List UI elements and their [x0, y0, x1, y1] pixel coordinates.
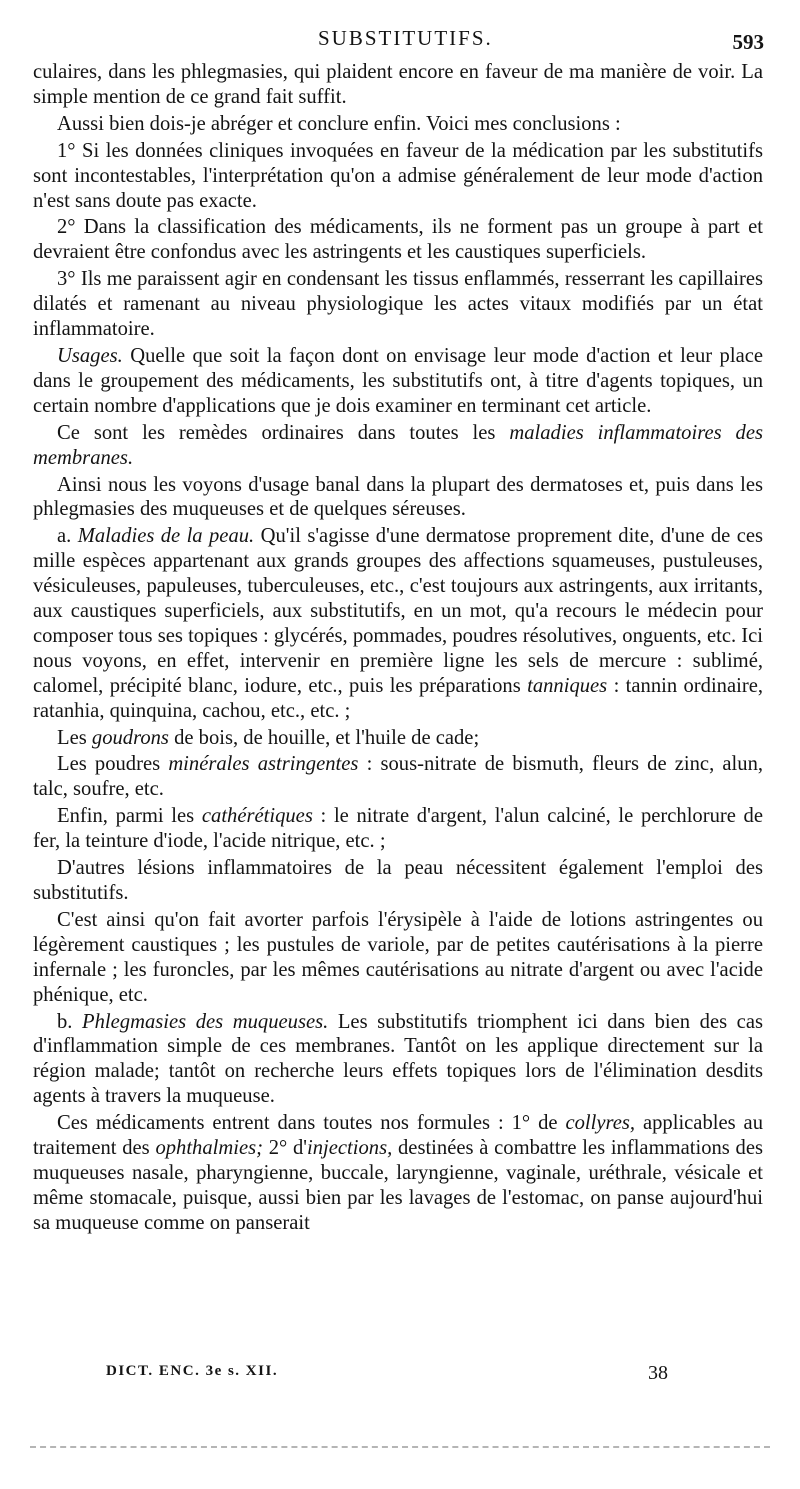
paragraph — [33, 1111, 763, 1236]
sheet-number: 38 — [648, 1362, 668, 1384]
italic-text: goudrons — [91, 726, 169, 749]
italic-text: Usages. — [57, 344, 123, 367]
text-run: Ainsi nous les voyons d'usage banal dans la plupart des dermatoses et, puis dans les phlegmasies des muqueuses et de quelques séreuses. — [33, 473, 763, 521]
text-run: 2° d' — [262, 1137, 308, 1160]
paragraph — [33, 215, 763, 265]
text-run: Qu'il s'agisse d'une dermatose proprement dite, d'une de ces mille espèces appartenant aux grands groupes des affections squameuses, pustuleuses, vésiculeuses, papuleuses, tuberculeuses, etc., c'est toujours aux astringents, aux irritants, aux caustiques superficiels, aux substitutifs, en un mot, qu'a recours le médecin pour composer tous ses topiques : glycérés, pommades, poudres résolutives, onguents, etc. Ici nous voyons, en effet, intervenir en première ligne les sels de mercure : sublimé, calomel, précipité blanc, iodure, etc., puis les préparations — [33, 525, 764, 697]
italic-text: tanniques — [527, 674, 608, 697]
text-run: a. — [57, 525, 78, 548]
page-number: 593 — [732, 30, 764, 54]
paragraph — [33, 139, 763, 214]
printer-signature: DICT. ENC. 3e s. XII. — [106, 1363, 279, 1379]
italic-text: Maladies de la peau. — [77, 525, 255, 548]
paragraph — [33, 752, 763, 802]
text-run: 3° Ils me paraissent agir en condensant les tissus enflammés, resserrant les capillaires dilatés et ramenant au niveau physiologique les actes vitaux modifiés par un état inflammatoire. — [33, 268, 763, 341]
text-run: applicables au traitement des — [33, 1112, 763, 1160]
paragraph — [33, 856, 763, 906]
paragraph — [33, 344, 763, 419]
paragraph — [33, 473, 763, 523]
text-run: Enfin, parmi les — [57, 805, 202, 828]
page-header — [0, 26, 800, 58]
italic-text: collyres, — [565, 1112, 636, 1135]
paragraph — [33, 421, 763, 471]
bottom-dashed-rule — [30, 1446, 770, 1448]
italic-text: ophthalmies; — [155, 1137, 263, 1160]
body-text — [33, 60, 763, 1238]
text-run: 2° Dans la classification des médicaments, ils ne forment pas un groupe à part et devraient être confondus avec les astringents et les caustiques superficiels. — [33, 216, 763, 264]
paragraph — [33, 804, 763, 854]
text-run: Les — [57, 726, 92, 749]
italic-text: Phlegmasies des muqueuses. — [82, 1010, 329, 1033]
text-run: C'est ainsi qu'on fait avorter parfois l'érysipèle à l'aide de lotions astringentes ou légèrement caustiques ; les pustules de variole, par de petites cautérisations à la pierre infernale ; les furoncles, par les mêmes cautérisations au nitrate d'argent ou avec l'acide phénique, etc. — [33, 908, 763, 1006]
paragraph — [33, 524, 763, 723]
text-run: Ces médicaments entrent dans toutes nos formules : 1° de — [57, 1112, 566, 1135]
paragraph — [33, 908, 763, 1008]
text-run: Quelle que soit la façon dont on envisage leur mode d'action et leur place dans le groupement des médicaments, les substitutifs ont, à titre d'agents topiques, un certain nombre d'applications que je dois examiner en terminant cet article. — [33, 344, 763, 417]
text-run: destinées à combattre les inflammations des muqueuses nasale, pharyngienne, buccale, laryngienne, vaginale, uréthrale, vésicale et même stomacale, puisque, aussi bien par les lavages de l'estomac, on panse aujourd'hui sa muqueuse comme on panserait — [33, 1137, 764, 1234]
text-run: Les substitutifs triomphent ici dans bien des cas d'inflammation simple de ces membranes. Tantôt on les applique directement sur la région malade; tantôt on recherche leurs effets topiques lors de l'élimination desdits agents à travers la muqueuse. — [33, 1010, 763, 1108]
text-run: : tannin ordinaire, ratanhia, quinquina, cachou, etc., etc. ; — [33, 674, 763, 722]
text-run: de bois, de houille, et l'huile de cade; — [168, 726, 480, 749]
italic-text: maladies inflammatoires des membranes. — [33, 421, 763, 469]
italic-text: injections, — [307, 1137, 393, 1160]
italic-text: cathérétiques — [201, 805, 313, 828]
paragraph — [33, 112, 763, 137]
paragraph — [33, 267, 763, 342]
text-run: Ce sont les remèdes ordinaires dans toutes les — [57, 421, 510, 444]
paragraph — [33, 726, 763, 751]
text-run: culaires, dans les phlegmasies, qui plaident encore en faveur de ma manière de voir. La simple mention de ce grand fait suffit. — [33, 61, 763, 108]
running-title: SUBSTITUTIFS. — [318, 26, 493, 50]
text-run: D'autres lésions inflammatoires de la peau nécessitent également l'emploi des substitutifs. — [33, 857, 763, 904]
paragraph — [33, 60, 763, 110]
text-run: : sous-nitrate de bismuth, fleurs de zinc, alun, talc, soufre, etc. — [33, 753, 764, 801]
text-run: b. — [57, 1010, 83, 1033]
italic-text: minérales astringentes — [168, 753, 359, 776]
paragraph — [33, 1010, 763, 1110]
text-run: Les poudres — [57, 753, 169, 776]
text-run: : le nitrate d'argent, l'alun calciné, le perchlorure de fer, la teinture d'iode, l'acide nitrique, etc. ; — [33, 805, 763, 853]
page-footer — [0, 1360, 800, 1390]
text-run: Aussi bien dois-je abréger et conclure enfin. Voici mes conclusions : — [57, 112, 621, 135]
text-run: 1° Si les données cliniques invoquées en faveur de la médication par les substitutifs sont incontestables, l'interprétation qu'on a admise généralement de leur mode d'action n'est sans doute pas exacte. — [33, 139, 763, 212]
